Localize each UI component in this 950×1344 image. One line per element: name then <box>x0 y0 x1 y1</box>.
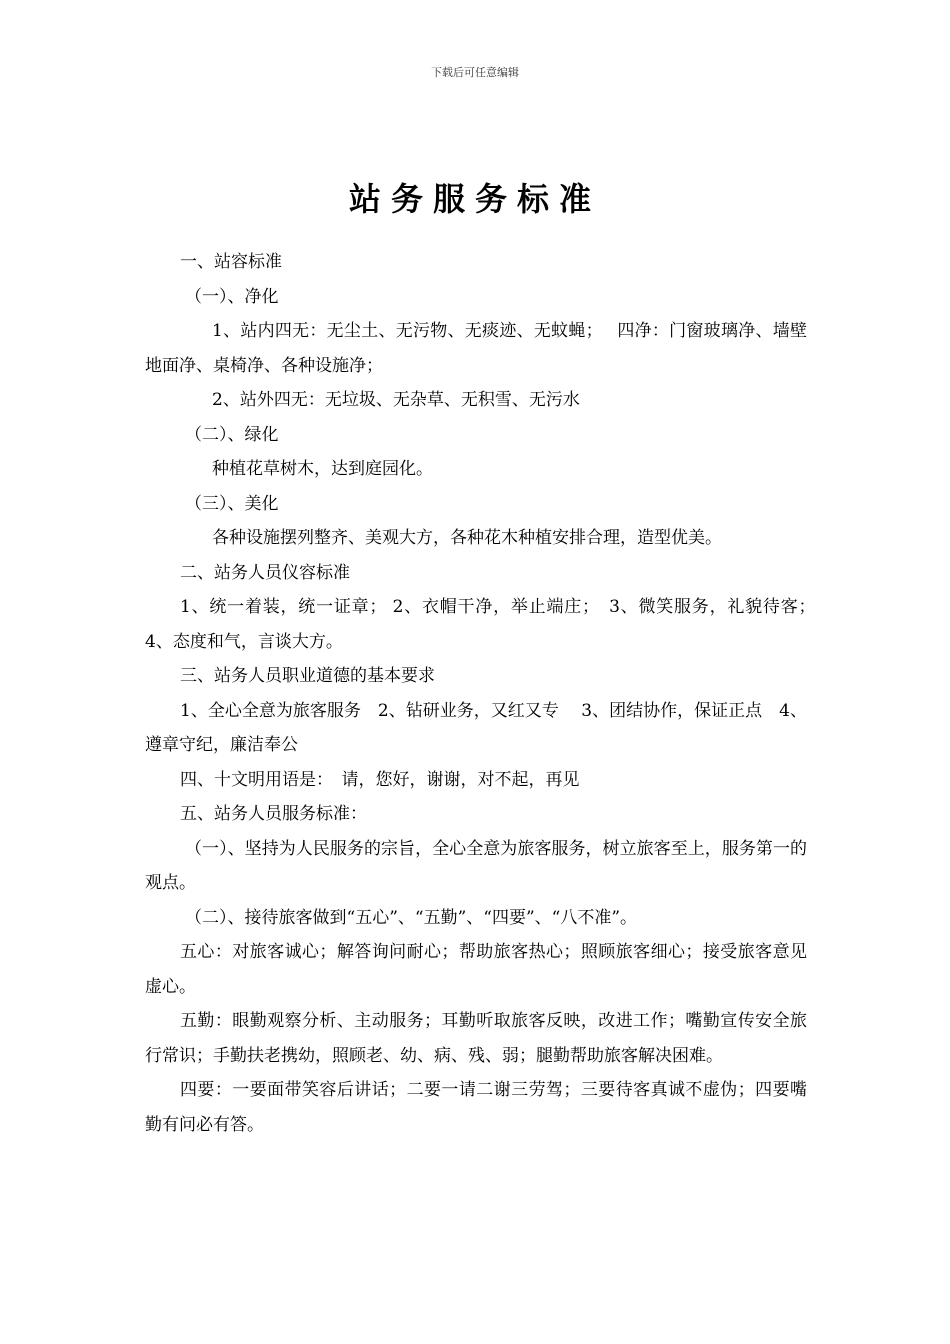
section-heading-4: 四、十文明用语是： 请，您好，谢谢，对不起，再见 <box>180 769 580 790</box>
section-heading-2: 二、站务人员仪容标准 <box>180 562 350 583</box>
subsection-heading: （一）、净化 <box>185 286 279 307</box>
paragraph: 四要：一要面带笑容后讲话；二要一请二谢三劳驾；三要待客真诚不虚伪；四要嘴勤有问必有答。 <box>145 1080 807 1135</box>
paragraph: 五勤：眼勤观察分析、主动服务；耳勤听取旅客反映，改进工作；嘴勤宣传安全旅行常识；手勤扶老携幼，照顾老、幼、病、残、弱；腿勤帮助旅客解决困难。 <box>145 1011 807 1066</box>
section-heading-1: 一、站容标准 <box>180 252 282 272</box>
page-header-note: 下载后可任意编辑 <box>431 66 519 79</box>
document-title: 站务服务标准 <box>348 180 601 218</box>
paragraph: 1、站内四无：无尘土、无污物、无痰迹、无蚊蝇； 四净：门窗玻璃净、墙壁地面净、桌椅净、各种设施净； <box>145 321 807 376</box>
subsection-heading: （三）、美化 <box>185 493 279 514</box>
section-heading-5: 五、站务人员服务标准： <box>180 804 367 824</box>
paragraph: 1、全心全意为旅客服务 2、钻研业务，又红又专 3、团结协作，保证正点 4、遵章守纪，廉洁奉公 <box>145 700 807 755</box>
paragraph: 五心：对旅客诚心；解答询问耐心；帮助旅客热心；照顾旅客细心；接受旅客意见虚心。 <box>145 942 807 997</box>
paragraph: 各种设施摆列整齐、美观大方，各种花木种植安排合理，造型优美。 <box>212 528 722 548</box>
paragraph: 1、统一着装，统一证章； 2、衣帽干净，举止端庄； 3、微笑服务，礼貌待客； 4、态度和气，言谈大方。 <box>145 597 824 652</box>
section-heading-3: 三、站务人员职业道德的基本要求 <box>180 666 435 686</box>
paragraph: （一）、坚持为人民服务的宗旨，全心全意为旅客服务，树立旅客至上，服务第一的观点。 <box>145 838 807 893</box>
paragraph: 2、站外四无：无垃圾、无杂草、无积雪、无污水 <box>212 390 580 410</box>
subsection-heading: （二）、绿化 <box>185 424 279 445</box>
paragraph: 种植花草树木，达到庭园化。 <box>212 459 433 479</box>
paragraph: （二）、接待旅客做到“五心”、“五勤”、“四要”、“八不准”。 <box>185 907 638 928</box>
document-body <box>145 245 824 1142</box>
